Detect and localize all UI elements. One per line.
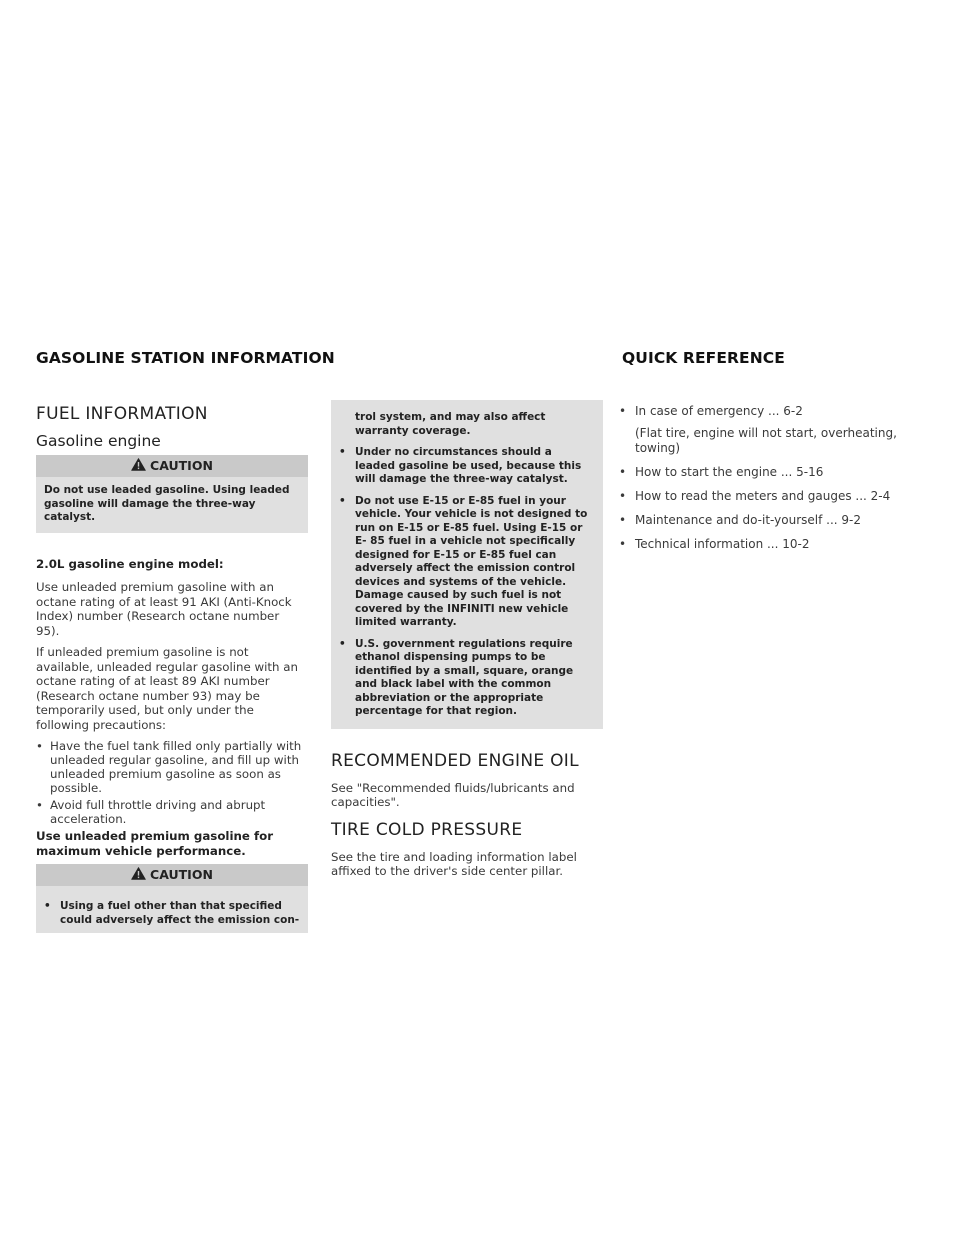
column-right [619, 404, 909, 561]
caution-box-continued [331, 400, 603, 729]
warning-triangle-icon [131, 865, 146, 887]
engine-oil-text: See "Recommended fluids/lubricants and capacities". [331, 780, 575, 809]
section-header-quick-reference: QUICK REFERENCE [622, 349, 785, 367]
quick-reference-item-text: How to start the engine ... 5-16 [635, 465, 824, 479]
caution-item-text: trol system, and may also affect warranty coverage. [355, 411, 546, 437]
column-left [36, 400, 306, 945]
quick-reference-item [619, 513, 909, 528]
quick-reference-item-text: In case of emergency ... 6-2 [635, 404, 803, 418]
gasoline-engine-subtitle: Gasoline engine [36, 432, 161, 450]
tire-pressure-text: See the tire and loading information label affixed to the driver's side center pillar. [331, 849, 577, 878]
bullet-icon: • [619, 404, 627, 418]
tire-cold-pressure-title: TIRE COLD PRESSURE [331, 819, 523, 840]
paragraph-regular-gasoline: If unleaded premium gasoline is not available, unleaded regular gasoline with an octane rating of at least 89 AKI number (Research octane number 93) may be temporarily used, but only under the following precautions: [36, 645, 298, 732]
bullet-icon: • [619, 465, 627, 479]
quick-reference-note: (Flat tire, engine will not start, overheating, towing) [635, 426, 897, 455]
bullet-icon: • [619, 489, 627, 503]
list-item [36, 798, 306, 826]
bullet-icon: • [339, 494, 346, 507]
bullet-icon: • [36, 739, 43, 753]
caution-box-fuel-type [36, 864, 308, 933]
warning-triangle-icon [131, 456, 146, 478]
caution-box-leaded-gasoline [36, 455, 308, 533]
model-heading: 2.0L gasoline engine model: [36, 556, 224, 571]
caution-label: CAUTION [150, 867, 213, 882]
bullet-icon: • [44, 900, 51, 912]
caution-header [36, 455, 308, 477]
premium-gasoline-note: Use unleaded premium gasoline for maximum vehicle performance. [36, 829, 274, 858]
list-item-text: Have the fuel tank filled only partially with unleaded regular gasoline, and fill up with unleaded premium gasoline as soon as possible. [50, 739, 302, 795]
quick-reference-item-text: Maintenance and do-it-yourself ... 9-2 [635, 513, 862, 527]
quick-reference-item-text: How to read the meters and gauges ... 2-4 [635, 489, 891, 503]
caution-label: CAUTION [150, 458, 213, 473]
bullet-icon: • [36, 798, 43, 812]
caution-list-item [339, 446, 595, 487]
caution-item-text: Do not use E-15 or E-85 fuel in your vehicle. Your vehicle is not designed to run on E-15 or E-85 fuel. Using E-15 or E- 85 fuel in a vehicle not specifically designed for E-15 or E-85 fuel can adversely affect the emission control devices and systems of the vehicle. Damage caused by such fuel is not covered by the INFINITI new vehicle limited warranty. [355, 494, 588, 628]
paragraph-octane-rating: Use unleaded premium gasoline with an octane rating of at least 91 AKI (Anti-Knock Index) number (Research octane number 95). [36, 580, 292, 638]
caution-body [36, 477, 308, 533]
caution-item-text: Using a fuel other than that specified could adversely affect the emission con- [60, 900, 300, 926]
quick-reference-item [619, 404, 909, 419]
quick-reference-item-text: Technical information ... 10-2 [635, 537, 810, 551]
fuel-information-title: FUEL INFORMATION [36, 404, 208, 424]
quick-reference-item [619, 465, 909, 480]
section-header-gasoline-station-information: GASOLINE STATION INFORMATION [36, 349, 335, 367]
bullet-icon: • [339, 637, 346, 650]
caution-list-item [339, 411, 595, 438]
recommended-engine-oil-title: RECOMMENDED ENGINE OIL [331, 750, 579, 771]
caution-item-text: Under no circumstances should a leaded gasoline be used, because this will damage the three-way catalyst. [355, 446, 582, 485]
caution-text: Do not use leaded gasoline. Using leaded gasoline will damage the three-way catalyst. [44, 484, 290, 523]
quick-reference-item [619, 489, 909, 504]
column-middle [331, 400, 601, 886]
caution-body [331, 400, 603, 729]
caution-list-item [339, 638, 595, 719]
list-item-text: Avoid full throttle driving and abrupt acceleration. [50, 798, 266, 826]
caution-header [36, 864, 308, 886]
bullet-icon: • [619, 537, 627, 551]
caution-body [36, 886, 308, 933]
caution-item-text: U.S. government regulations require ethanol dispensing pumps to be identified by a small, square, orange and black label with the common abbreviation or the appropriate percentage for that region. [355, 637, 574, 717]
quick-reference-item [619, 537, 909, 552]
list-item [36, 739, 306, 795]
bullet-icon: • [339, 446, 346, 458]
caution-list-item [339, 495, 595, 630]
caution-list-item [44, 900, 300, 927]
bullet-icon: • [619, 513, 627, 527]
